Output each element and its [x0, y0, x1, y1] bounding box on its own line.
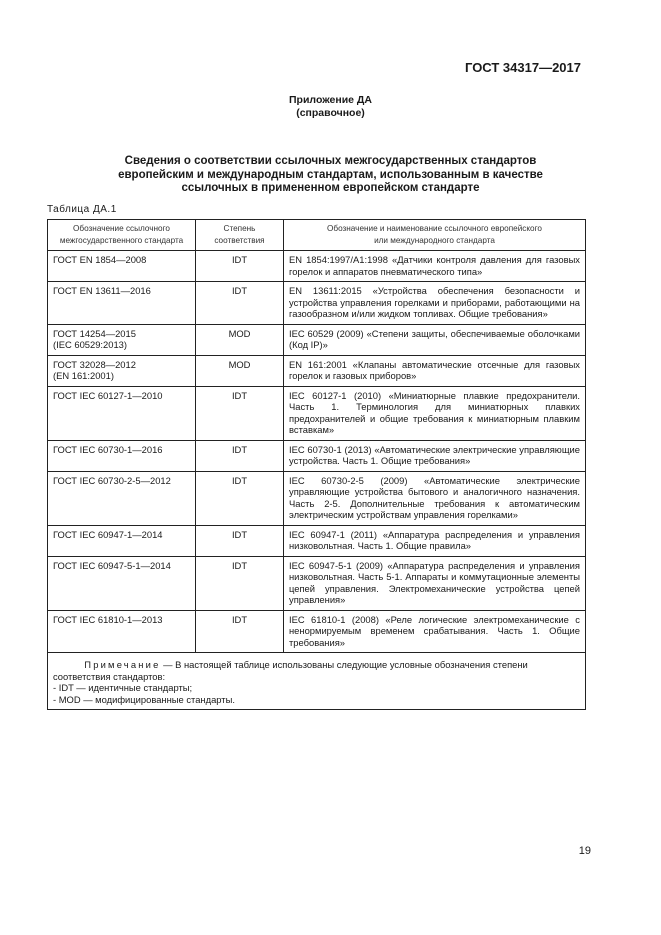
standard-cell: ГОСТ EN 13611—2016: [48, 282, 196, 325]
table-row: [48, 610, 586, 653]
description-cell: IEC 60730-2-5 (2009) «Автоматические электрические управляющие устройства бытового и аналогичного назначения. Часть 2-5. Дополнительные требования к автоматическим электрическим устройствам управления горелками»: [284, 471, 586, 525]
standard-cell: ГОСТ IEC 61810-1—2013: [48, 610, 196, 653]
description-cell: IEC 60127-1 (2010) «Миниатюрные плавкие предохранители. Часть 1. Терминология для миниатюрных плавких предохранителей и общие требования к миниатюрным плавким вставкам»: [284, 386, 586, 440]
degree-cell: MOD: [196, 324, 284, 355]
heading-line: европейским и международным стандартам, использованным в качестве: [118, 168, 543, 181]
note-text: — В настоящей таблице использованы следующие условные обозначения степени соответствия стандартов:: [53, 659, 528, 682]
column-header-interstate-standard: Обозначение ссылочного межгосударственного стандарта: [48, 220, 196, 251]
standard-cell: ГОСТ 14254—2015 (IEC 60529:2013): [48, 324, 196, 355]
appendix-title: Приложение ДА: [289, 94, 372, 106]
heading-line: ссылочных в примененном европейском стандарте: [181, 182, 480, 194]
table-label: Таблица ДА.1: [47, 204, 117, 215]
standard-cell: ГОСТ IEC 60947-1—2014: [48, 525, 196, 556]
standard-cell: ГОСТ IEC 60730-1—2016: [48, 440, 196, 471]
table-note: [48, 653, 586, 710]
table-row: [48, 324, 586, 355]
description-cell: EN 161:2001 «Клапаны автоматические отсечные для газовых горелок и газовых приборов»: [284, 355, 586, 386]
table-header-row: [48, 220, 586, 251]
note-item: - MOD — модифицированные стандарты.: [53, 693, 235, 705]
degree-cell: IDT: [196, 525, 284, 556]
correspondence-table: [47, 219, 586, 710]
degree-cell: IDT: [196, 251, 284, 282]
table-note-row: [48, 653, 586, 710]
heading-line: Сведения о соответствии ссылочных межгосударственных стандартов: [124, 155, 537, 167]
table-row: [48, 355, 586, 386]
degree-cell: IDT: [196, 471, 284, 525]
description-cell: IEC 61810-1 (2008) «Реле логические электромеханические с ненормируемым временем срабатывания. Часть 1. Общие требования»: [284, 610, 586, 653]
note-paragraph: [53, 659, 580, 682]
description-cell: EN 1854:1997/A1:1998 «Датчики контроля давления для газовых горелок и аппаратов пневматического типа»: [284, 251, 586, 282]
standard-cell: ГОСТ EN 1854—2008: [48, 251, 196, 282]
description-cell: EN 13611:2015 «Устройства обеспечения безопасности и устройства управления горелками и приборами, работающими на газообразном и/или жидком топливах. Общие требования»: [284, 282, 586, 325]
table-row: [48, 282, 586, 325]
description-cell: IEC 60529 (2009) «Степени защиты, обеспечиваемые оболочками (Код IP)»: [284, 324, 586, 355]
degree-cell: MOD: [196, 355, 284, 386]
standard-cell: ГОСТ IEC 60127-1—2010: [48, 386, 196, 440]
table-row: [48, 440, 586, 471]
table-row: [48, 386, 586, 440]
appendix-title-block: [0, 94, 661, 120]
degree-cell: IDT: [196, 440, 284, 471]
standard-cell: ГОСТ IEC 60730-2-5—2012: [48, 471, 196, 525]
note-item: - IDT — идентичные стандарты;: [53, 682, 193, 693]
description-cell: IEC 60947-5-1 (2009) «Аппаратура распределения и управления низковольтная. Часть 5-1. Аппараты и коммутационные элементы цепей управления. Электромеханические устройства цепей управления»: [284, 556, 586, 610]
standard-cell: ГОСТ 32028—2012 (EN 161:2001): [48, 355, 196, 386]
degree-cell: IDT: [196, 556, 284, 610]
standard-cell: ГОСТ IEC 60947-5-1—2014: [48, 556, 196, 610]
column-header-reference-standard: Обозначение и наименование ссылочного европейского или международного стандарта: [284, 220, 586, 251]
section-heading: [60, 155, 601, 196]
description-cell: IEC 60947-1 (2011) «Аппаратура распределения и управления низковольтная. Часть 1. Общие правила»: [284, 525, 586, 556]
table-row: [48, 556, 586, 610]
note-label: Примечание: [84, 659, 161, 670]
table-row: [48, 251, 586, 282]
description-cell: IEC 60730-1 (2013) «Автоматические электрические управляющие устройства. Часть 1. Общие требования»: [284, 440, 586, 471]
column-header-degree: Степень соответствия: [196, 220, 284, 251]
degree-cell: IDT: [196, 386, 284, 440]
table-row: [48, 471, 586, 525]
page-number: 19: [578, 845, 591, 857]
degree-cell: IDT: [196, 282, 284, 325]
appendix-subtitle: (справочное): [296, 107, 365, 119]
degree-cell: IDT: [196, 610, 284, 653]
table-row: [48, 525, 586, 556]
document-code: ГОСТ 34317—2017: [465, 60, 581, 75]
